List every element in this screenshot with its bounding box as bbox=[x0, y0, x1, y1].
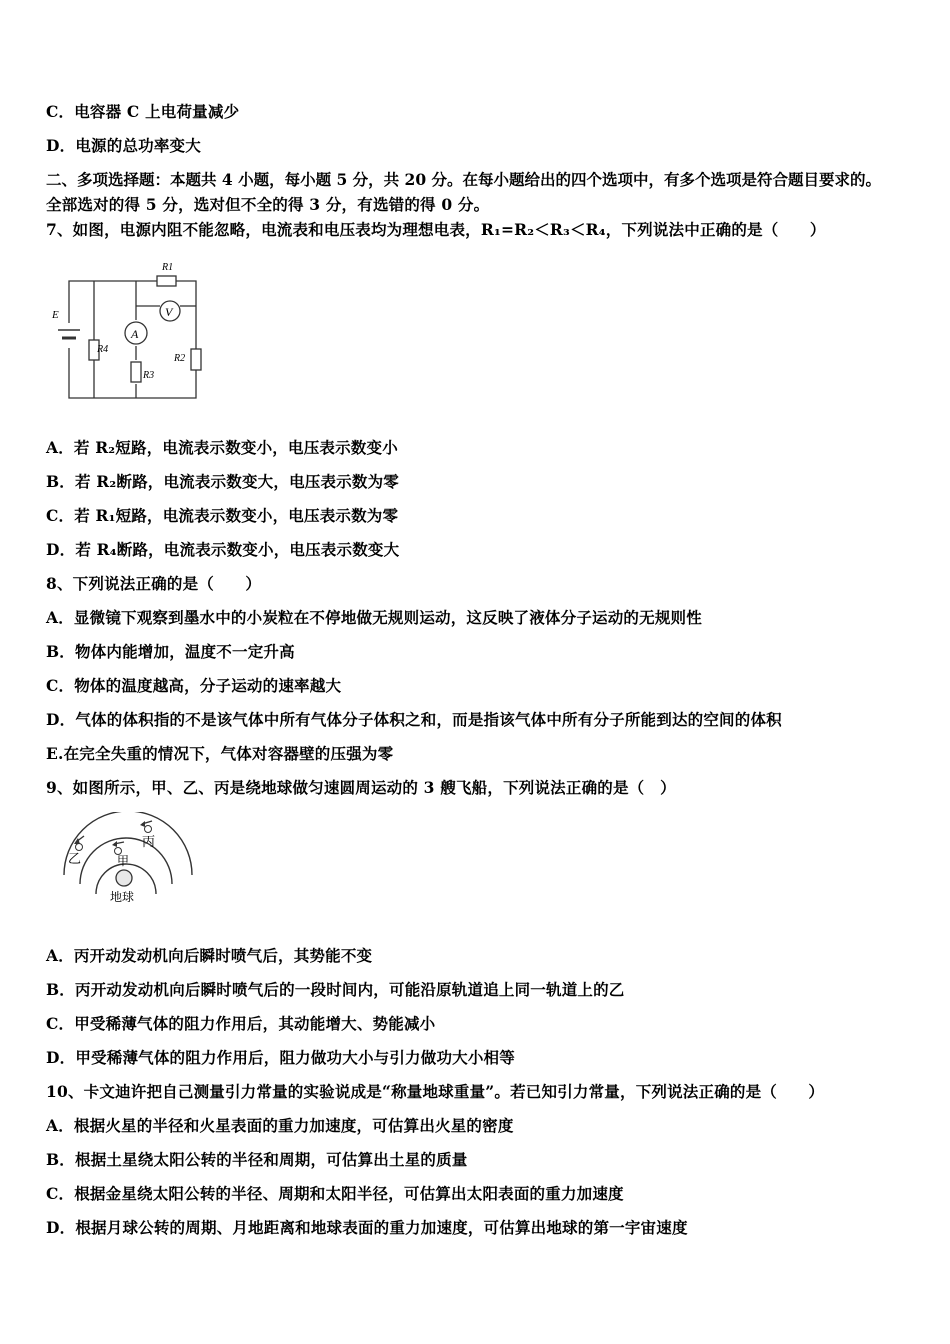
option-q9-a: A．丙开动发动机向后瞬时喷气后，其势能不变 bbox=[46, 946, 373, 965]
option-q10-c: C．根据金星绕太阳公转的半径、周期和太阳半径，可估算出太阳表面的重力加速度 bbox=[46, 1184, 624, 1203]
label-bing: 丙 bbox=[142, 835, 156, 850]
battery bbox=[58, 324, 80, 338]
option-q6-c: C．电容器 C 上电荷量减少 bbox=[46, 102, 240, 121]
option-q8-d: D．气体的体积指的不是该气体中所有气体分子体积之和，而是指该气体中所有分子所能到达的空间的体积 bbox=[46, 710, 782, 729]
option-q8-e: E.在完全失重的情况下，气体对容器壁的压强为零 bbox=[46, 744, 394, 763]
option-q8-a: A．显微镜下观察到墨水中的小炭粒在不停地做无规则运动，这反映了液体分子运动的无规则性 bbox=[46, 608, 702, 627]
option-q10-b: B．根据土星绕太阳公转的半径和周期，可估算出土星的质量 bbox=[46, 1150, 468, 1169]
question-9: 9、如图所示，甲、乙、丙是绕地球做匀速圆周运动的 3 艘飞船，下列说法正确的是（ ） bbox=[46, 778, 676, 797]
earth-icon bbox=[116, 870, 132, 886]
option-q7-a: A．若 R₂短路，电流表示数变小，电压表示数变小 bbox=[46, 438, 398, 457]
option-q8-c: C．物体的温度越高，分子运动的速率越大 bbox=[46, 676, 342, 695]
option-q6-d: D．电源的总功率变大 bbox=[46, 136, 201, 155]
option-q9-d: D．甲受稀薄气体的阻力作用后，阻力做功大小与引力做功大小相等 bbox=[46, 1048, 515, 1067]
resistor-r2 bbox=[191, 349, 201, 370]
option-q7-c: C．若 R₁短路，电流表示数变小，电压表示数为零 bbox=[46, 506, 399, 525]
label-voltmeter: V bbox=[165, 305, 173, 319]
resistor-r3 bbox=[131, 362, 141, 382]
ship-bing bbox=[145, 826, 152, 833]
option-q10-d: D．根据月球公转的周期、月地距离和地球表面的重力加速度，可估算出地球的第一宇宙速度 bbox=[46, 1218, 688, 1237]
option-q9-b: B．丙开动发动机向后瞬时喷气后的一段时间内，可能沿原轨道追上同一轨道上的乙 bbox=[46, 980, 625, 999]
section-heading: 二、多项选择题：本题共 4 小题，每小题 5 分，共 20 分。在每小题给出的四个选项中，有多个选项是符合题目要求的。 bbox=[46, 170, 882, 189]
option-q7-b: B．若 R₂断路，电流表示数变大，电压表示数为零 bbox=[46, 472, 399, 491]
question-10: 10、卡文迪许把自己测量引力常量的实验说成是“称量地球重量”。若已知引力常量，下列说法正确的是（ ） bbox=[46, 1082, 825, 1101]
option-q7-d: D．若 R₄断路，电流表示数变小，电压表示数变大 bbox=[46, 540, 400, 559]
arrowhead-jia bbox=[112, 841, 117, 847]
label-ammeter: A bbox=[131, 327, 139, 341]
arrowhead-bing bbox=[140, 821, 145, 827]
label-r2: R2 bbox=[174, 353, 186, 364]
label-r3: R3 bbox=[143, 370, 155, 381]
ship-yi bbox=[76, 844, 83, 851]
section-instructions: 全部选对的得 5 分，选对但不全的得 3 分，有选错的得 0 分。 bbox=[46, 195, 490, 214]
circuit-diagram bbox=[50, 256, 210, 406]
resistor-r1 bbox=[157, 276, 176, 286]
label-earth: 地球 bbox=[110, 890, 135, 904]
question-8: 8、下列说法正确的是（ ） bbox=[46, 574, 262, 593]
label-jia: 甲 bbox=[117, 854, 130, 868]
label-r4: R4 bbox=[97, 344, 109, 355]
label-e: E bbox=[52, 309, 59, 321]
question-7: 7、如图，电源内阻不能忽略，电流表和电压表均为理想电表，R₁=R₂＜R₃＜R₄，下列说法中正确的是（ ） bbox=[46, 220, 826, 239]
label-yi: 乙 bbox=[68, 852, 82, 867]
option-q8-b: B．物体内能增加，温度不一定升高 bbox=[46, 642, 295, 661]
label-r1: R1 bbox=[162, 262, 174, 273]
orbit-diagram bbox=[52, 812, 212, 912]
option-q10-a: A．根据火星的半径和火星表面的重力加速度，可估算出火星的密度 bbox=[46, 1116, 514, 1135]
option-q9-c: C．甲受稀薄气体的阻力作用后，其动能增大、势能减小 bbox=[46, 1014, 436, 1033]
